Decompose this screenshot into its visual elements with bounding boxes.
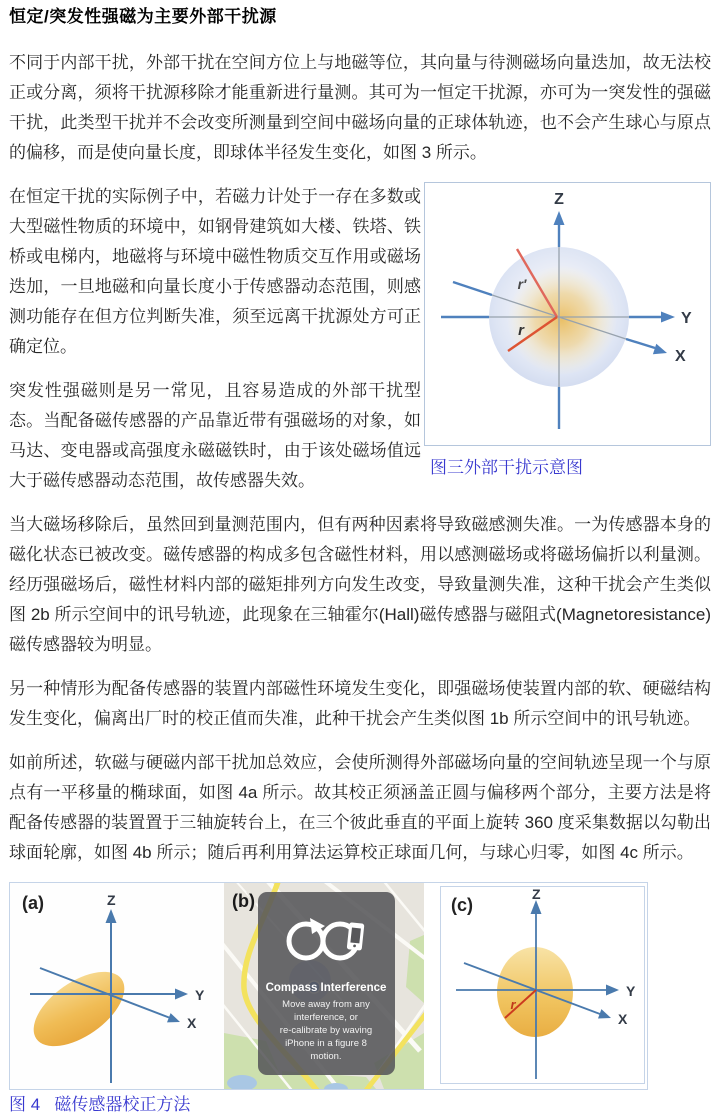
paragraph-6: 如前所述，软磁与硬磁内部干扰加总效应，会使所测得外部磁场向量的空间轨迹呈现一个与原点有一平移量的椭球面，如图 4a 所示。故其校正须涵盖正圆与偏移两个部分，主要方法是将配备传感器的装置置于三轴旋转台上，在三个彼此垂直的平面上旋转 360 度采集数据以勾勒出球面轮廓，如图 4b 所示；随后再利用算法运算校正球面几何，与球心归零，如图 4c 所示。 (9, 753, 711, 862)
panel-c-z-label: Z (532, 887, 541, 902)
r-label: r (518, 322, 524, 339)
panel-a-x-label: X (187, 1015, 197, 1031)
panel-c-y-label: Y (626, 983, 636, 999)
figure3-svg (425, 183, 710, 445)
panel-c-x-label: X (618, 1011, 628, 1027)
panel-a-label: (a) (22, 893, 44, 913)
phone-icon (347, 922, 365, 950)
panel-c-label: (c) (451, 895, 473, 915)
panel-c-box (440, 886, 645, 1084)
paragraph-5: 另一种情形为配备传感器的装置内部磁性环境发生变化，即强磁场使装置内部的软、硬磁结构发生变化，偏离出厂时的校正值而失准，此种干扰会产生类似图 1b 所示空间中的讯号轨迹。 (9, 679, 711, 728)
r-prime-label: r′ (517, 276, 527, 292)
paragraph-4: 当大磁场移除后，虽然回到量测范围内，但有两种因素将导致磁感测失准。一为传感器本身的磁化状态已被改变。磁传感器的构成多包含磁性材料，用以感测磁场或将磁场偏折以利量测。经历强磁场后，磁性材料内部的磁矩排列方向发生改变，导致量测失准，这种干扰会产生类似图 2b 所示空间中的讯号轨迹，此现象在三轴霍尔(Hall)磁传感器与磁阻式(Magnetoresistance)磁传感器较为明显。 (9, 515, 711, 654)
panel-a-svg (10, 883, 224, 1089)
overlay-line-2: interference, or (294, 1012, 358, 1023)
figure3-external-interference-diagram (424, 182, 711, 446)
panel-c-r-label: r (510, 997, 516, 1012)
paragraph-3: 突发性强磁则是另一常见，且容易造成的外部干扰型态。当配备磁传感器的产品靠近带有强磁场的对象，如马达、变电器或高强度永磁磁铁时，由于该处磁场值远大于磁传感器动态范围，故传感器失效。 (9, 381, 421, 490)
left-text-column (9, 182, 421, 510)
paragraph-1: 不同于内部干扰，外部干扰在空间方位上与地磁等位，其向量与待测磁场向量迭加，故无法校正或分离，须将干扰源移除才能重新进行量测。其可为一恒定干扰源，亦可为一突发性的强磁干扰，此类型干扰并不会改变所测量到空间中磁场向量的正球体轨迹，也不会产生球心与原点的偏移，而是使向量长度，即球体半径发生变化，如图 3 所示。 (9, 53, 711, 162)
panel-a-y-label: Y (195, 987, 205, 1003)
panel-b-label: (b) (232, 891, 255, 911)
paragraph-2: 在恒定干扰的实际例子中，若磁力计处于一存在多数或大型磁性物质的环境中，如钢骨建筑如大楼、铁塔、铁桥或电梯内，地磁将与环境中磁性物质交互作用或磁场迭加，一旦地磁和向量长度小于传感器动态范围，则感测功能存在但方位判断失准，须至远离干扰源处方可正确定位。 (9, 187, 421, 356)
x-axis-label: X (675, 348, 686, 365)
figure3-caption: 图三外部干扰示意图 (430, 458, 583, 477)
y-axis-arrow (661, 312, 675, 323)
y-axis-label: Y (681, 310, 692, 327)
figure4-panel-a (10, 883, 224, 1089)
figure3-column (424, 182, 711, 478)
overlay-line-1: Move away from any (282, 999, 370, 1010)
panel-c-svg (441, 887, 644, 1083)
panel-a-z-label: Z (107, 892, 116, 908)
figure4-panel-b (224, 883, 424, 1089)
x-axis-arrow (653, 344, 667, 354)
two-column-section (9, 182, 711, 510)
figure4-panel-c (424, 883, 647, 1089)
panel-b-svg (224, 883, 424, 1089)
figure4-calibration-methods (9, 882, 711, 1115)
overlay-title: Compass Interference (265, 982, 387, 994)
z-axis-label: Z (554, 191, 564, 208)
figure4-box (9, 882, 648, 1090)
page-title: 恒定/突发性强磁为主要外部干扰源 (9, 7, 277, 26)
overlay-line-4: iPhone in a figure 8 (285, 1038, 367, 1049)
overlay-line-5: motion. (310, 1051, 342, 1062)
z-axis-arrow (554, 211, 565, 225)
overlay-line-3: re-calibrate by waving (279, 1025, 373, 1036)
figure4-caption: 图 4 磁传感器校正方法 (9, 1095, 191, 1114)
